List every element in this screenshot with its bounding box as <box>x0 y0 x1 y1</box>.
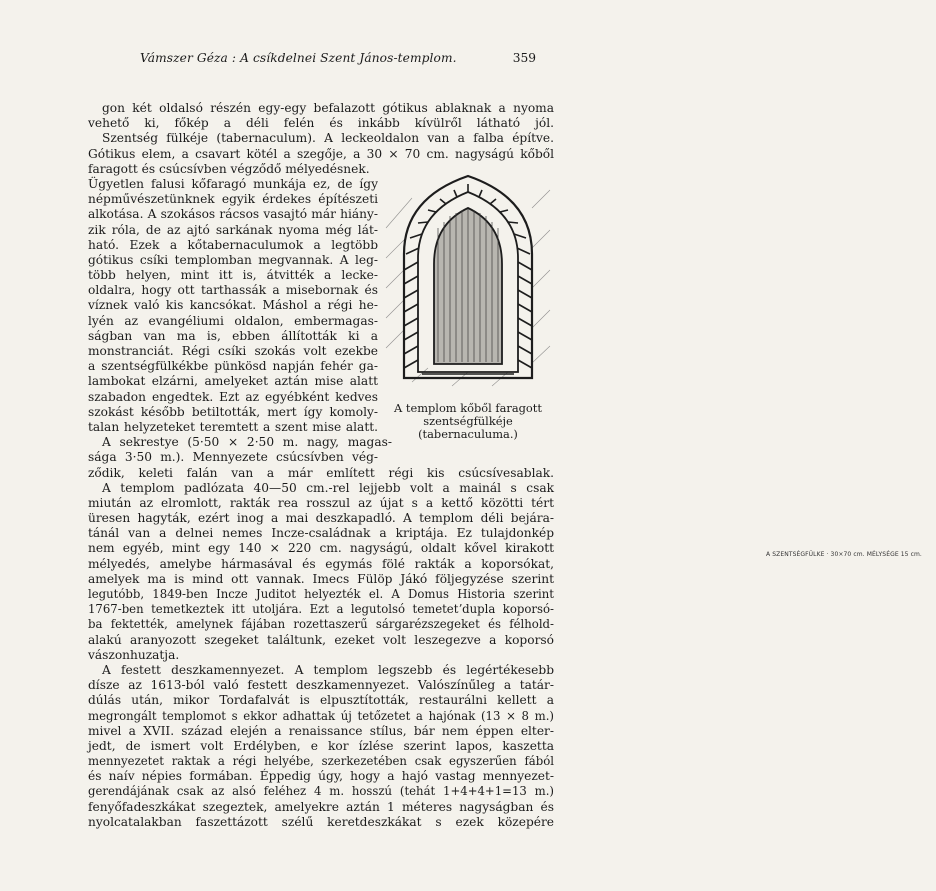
text-line: tánál van a delnei nemes Incze-családnak a kriptája. Ez tulajdonkép <box>88 526 554 541</box>
text-line: mennyezetet raktak a régi helyébe, szerkezetében csak egyszerűen fából <box>88 754 554 769</box>
figure-caption <box>380 402 556 441</box>
text-line: megrongált templomot s ekkor adhattak új tetőzetet a hajónak (13 × 8 m.) <box>88 708 554 723</box>
text-line: ződik, keleti falán van a már említett régi kis csúcsívesablak. <box>88 465 554 480</box>
text-line: gerendájának csak az alsó feléhez 4 m. hosszú (tehát 1+4+4+1=13 m.) <box>88 784 554 799</box>
text-line: fenyőfadeszkákat szegeztek, amelyekre aztán 1 méteres nagyságban és <box>88 799 554 814</box>
text-line: több helyen, mint itt is, átvitték a lecke- <box>88 268 378 283</box>
figure-annotation: A SZENTSÉGFÜLKE · 30×70 cm. MÉLYSÉGE 15 cm. <box>766 551 922 558</box>
text-line: Gótikus elem, a csavart kötél a szegője, a 30 × 70 cm. nagyságú kőből <box>88 146 554 161</box>
text-line: monstranciát. Régi csíki szokás volt ezekbe <box>88 344 378 358</box>
text-line: talan helyzeteket teremtett a szent mise alatt. <box>88 419 378 434</box>
text-line: Ügyetlen falusi kőfaragó munkája ez, de így <box>88 176 378 191</box>
text-line: ba fektették, amelynek fájában rozettaszerű sárgarézszegeket és félhold- <box>88 617 554 632</box>
text-line: miután az elromlott, rakták rea rosszul az újat s a kettő közötti tért <box>88 495 554 510</box>
text-line: ható. Ezek a kőtabernaculumok a legtöbb <box>88 237 378 252</box>
text-line: és naív népies formában. Éppedig úgy, hogy a hajó vastag mennyezet- <box>88 769 554 784</box>
text-line: ságban van ma is, ebben állították ki a <box>88 328 378 343</box>
text-line: A templom padlózata 40—50 cm.-rel lejjebb volt a mainál s csak <box>102 480 554 495</box>
text-line: A sekrestye (5·50 × 2·50 m. nagy, magas- <box>102 435 392 450</box>
text-line: nyolcatalakban faszettázott szélű keretdeszkákat s ezek közepére <box>88 814 554 829</box>
text-line: sága 3·50 m.). Mennyezete csúcsívben vég- <box>88 450 378 465</box>
text-line: szabadon engedtek. Ezt az egyébként kedves <box>88 389 378 404</box>
text-line: gótikus csíki templomban megvannak. A leg- <box>88 252 378 267</box>
text-line: zik róla, de az ajtó sarkának nyoma még lát- <box>88 222 378 237</box>
text-line: nem egyéb, mint egy 140 × 220 cm. nagyságú, oldalt kővel kirakott <box>88 541 554 556</box>
text-line: 1767-ben temetkeztek itt utoljára. Ezt a legutolsó temetetʼdupla koporsó- <box>88 602 554 617</box>
caption-line: szentségfülkéje <box>423 414 513 428</box>
page-number: 359 <box>512 51 536 65</box>
text-line: jedt, de ismert volt Erdélyben, e kor ízlése szerint lapos, kaszetta <box>88 738 554 753</box>
text-line: vehető ki, főkép a déli felén és inkább kívülről látható jól. <box>88 116 554 131</box>
text-line: lyén az evangéliumi oldalon, embermagas- <box>88 313 378 328</box>
text-line: amelyek ma is mind ott vannak. Imecs Fülöp Jákó följegyzése szerint <box>88 571 554 586</box>
text-line: üresen hagyták, ezért inog a mai deszkapadló. A templom déli bejára- <box>88 511 554 526</box>
text-line: szokást később betiltották, mert így komoly- <box>88 404 378 419</box>
text-line: alakú aranyozott szegeket találtunk, ezeket volt leszegezve a koporsó <box>88 632 554 647</box>
caption-line: A templom kőből faragott <box>394 401 542 415</box>
text-line: legutóbb, 1849-ben Incze Juditot helyezték el. A Domus Historia szerint <box>88 587 554 601</box>
text-line: vászonhuzatja. <box>88 647 180 662</box>
text-line: faragott és csúcsívben végződő mélyedésnek. <box>88 161 370 176</box>
text-line: mélyedés, amelybe hármasával és egymás fölé rakták a koporsókat, <box>88 556 554 571</box>
tabernacle-drawing <box>382 168 554 394</box>
text-line: dúlás után, mikor Tordafalvát is elpusztították, restaurálni kellett a <box>88 693 554 708</box>
text-line: Szentség fülkéje (tabernaculum). A leckeoldalon van a falba építve. <box>102 131 554 146</box>
text-line: mivel a XVII. század elején a renaissance stílus, bár nem éppen elter- <box>88 723 554 738</box>
text-line: oldalra, hogy ott tarthassák a misebornak és <box>88 283 378 298</box>
text-line: A festett deszkamennyezet. A templom legszebb és legértékesebb <box>102 662 554 677</box>
running-head: Vámszer Géza : A csíkdelnei Szent János-templom. <box>140 51 457 65</box>
text-line: gon két oldalsó részén egy-egy befalazott gótikus ablaknak a nyoma <box>102 101 554 115</box>
text-line: dísze az 1613-ból való festett deszkamennyezet. Valószínűleg a tatár- <box>88 678 554 693</box>
text-line: népművészetünknek egyik érdekes építészeti <box>88 192 378 207</box>
text-line: víznek való kis kancsókat. Máshol a régi he- <box>88 298 378 313</box>
text-line: lambokat elzárni, amelyeket aztán mise alatt <box>88 374 378 389</box>
text-line: a szentségfülkékbe pünkösd napján fehér ga- <box>88 359 378 374</box>
text-line: alkotása. A szokásos rácsos vasajtó már hiány- <box>88 207 378 222</box>
caption-line: (tabernaculuma.) <box>418 427 518 441</box>
